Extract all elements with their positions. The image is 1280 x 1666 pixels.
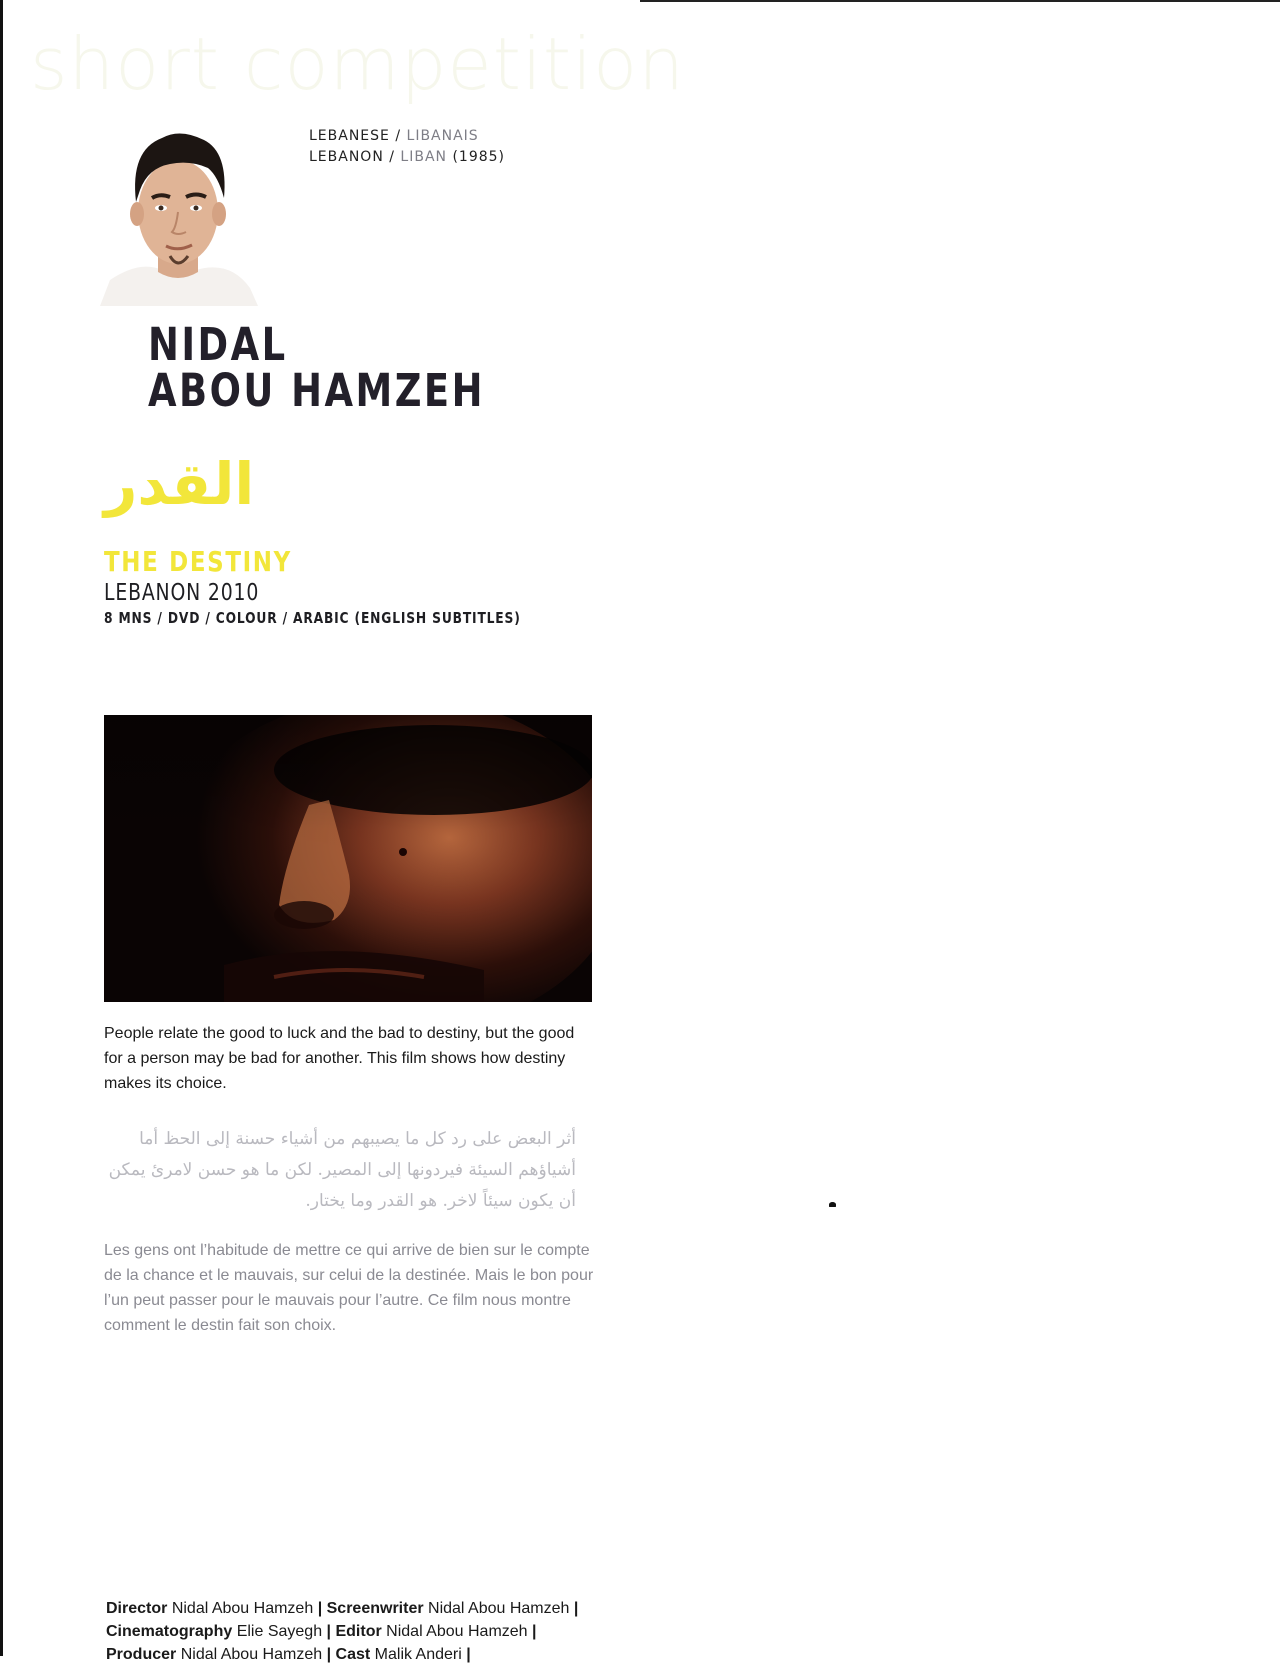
director-name (148, 318, 485, 417)
credit-value-producer: Nidal Abou Hamzeh (180, 1646, 323, 1663)
credit-label-producer: Producer (106, 1646, 177, 1663)
page-left-edge (0, 0, 3, 1656)
credit-value-cinematography: Elie Sayegh (236, 1623, 323, 1640)
nationality-fr: LIBANAIS (406, 128, 479, 144)
birth-country-fr: LIBAN (400, 149, 448, 165)
film-specs: 8 MNS / DVD / COLOUR / ARABIC (ENGLISH SUBTITLES) (104, 609, 521, 627)
credit-separator: | (317, 1600, 323, 1617)
synopsis-french: Les gens ont l’habitude de mettre ce qui arrive de bien sur le compte de la chance et le mauvais, sur celui de la destinée. Mais le bon pour l’un peut passer pour le mauvais pour l’autre. Ce film nous montre comment le destin fait son choix. (104, 1242, 594, 1334)
credit-separator: | (326, 1623, 332, 1640)
nationality: LEBANESE (309, 128, 390, 144)
credit-separator: | (466, 1646, 471, 1663)
credit-label-editor: Editor (335, 1623, 382, 1640)
credit-label-screenwriter: Screenwriter (326, 1600, 424, 1617)
credit-value-director: Nidal Abou Hamzeh (171, 1600, 314, 1617)
synopsis-english: People relate the good to luck and the bad to destiny, but the good for a person may be bad for another. This film shows how destiny makes its choice. (104, 1025, 575, 1092)
birth-year: (1985) (452, 149, 506, 165)
director-first-name: NIDAL (148, 318, 288, 371)
meta-separator: / (383, 149, 401, 165)
synopsis-arabic: أثر البعض على رد كل ما يصيبهم من أشياء حسنة إلى الحظ أما أشياؤهم السيئة فيردونها إلى المصير. لكن ما هو حسن لامرئ يمكن أن يكون سيئاً لاخر. هو القدر وما يختار. (108, 1129, 576, 1211)
print-speck (829, 1202, 836, 1207)
credit-label-cast: Cast (335, 1646, 371, 1663)
credit-separator: | (573, 1600, 579, 1617)
section-watermark: short competition (30, 22, 685, 106)
credit-value-cast: Malik Anderi (374, 1646, 462, 1663)
credit-separator: | (326, 1646, 332, 1663)
credit-value-screenwriter: Nidal Abou Hamzeh (428, 1600, 570, 1617)
credit-value-editor: Nidal Abou Hamzeh (386, 1623, 528, 1640)
credit-label-director: Director (106, 1600, 168, 1617)
birth-country: LEBANON (309, 149, 384, 165)
film-title-arabic: القدر (104, 450, 255, 518)
director-meta (309, 126, 505, 168)
film-title: THE DESTINY (104, 545, 292, 578)
director-last-name: ABOU HAMZEH (148, 364, 485, 417)
nationality-line (309, 126, 505, 147)
top-rule (640, 0, 1280, 2)
film-origin: LEBANON 2010 (104, 580, 260, 606)
director-portrait (100, 120, 258, 306)
meta-separator: / (389, 128, 407, 144)
film-still-image (104, 715, 592, 1002)
birth-line (309, 147, 505, 168)
credit-label-cinematography: Cinematography (106, 1623, 233, 1640)
credit-separator: | (532, 1623, 537, 1640)
